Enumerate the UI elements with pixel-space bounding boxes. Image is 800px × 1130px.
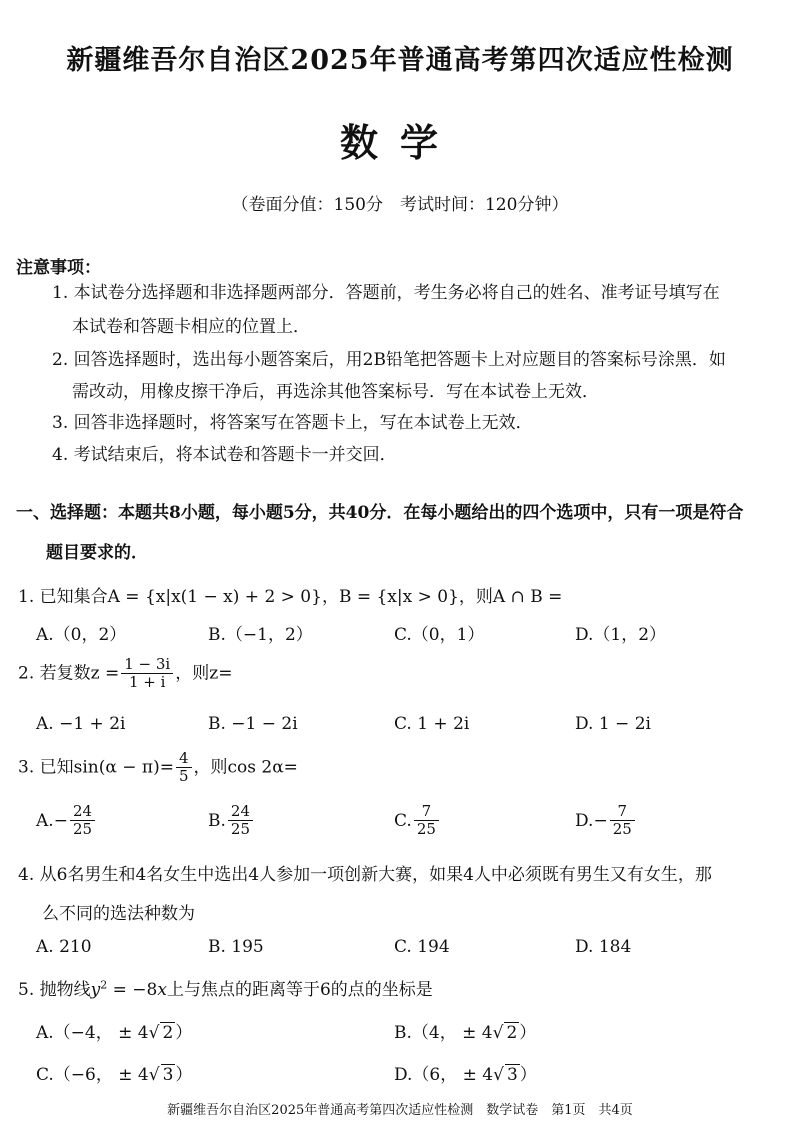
sqrt-symbol: √ xyxy=(493,1065,504,1085)
question-2-stem-pre: 2. 若复数z = xyxy=(18,663,120,684)
sqrt-symbol: √ xyxy=(148,1023,160,1043)
question-3-option-b: B. $\frac{24}{25}$ xyxy=(208,803,255,839)
question-5-option-a: A.（−4， ± 4√ 2 ） xyxy=(36,1023,193,1043)
question-3-option-c: C. $\frac{7}{25}$ xyxy=(394,803,441,839)
question-3-fraction xyxy=(176,750,192,786)
question-2-option-d: D. 1 − 2i xyxy=(575,714,651,734)
question-4-option-b: B. 195 xyxy=(208,937,264,957)
question-4-stem-line-2: 么不同的选法种数为 xyxy=(42,904,195,924)
question-3-stem xyxy=(18,750,298,786)
question-3-option-a-fraction: $\frac{24}{25}$ xyxy=(70,803,95,839)
question-1-option-c: C.（0，1） xyxy=(394,625,485,645)
question-3-stem-pre: 3. 已知sin(α − π)= xyxy=(18,757,174,778)
question-2-option-c: C. 1 + 2i xyxy=(394,714,470,734)
section-heading-line-2: 题目要求的． xyxy=(46,543,148,563)
notice-item-3: 3. 回答非选择题时，将答案写在答题卡上，写在本试卷上无效． xyxy=(52,413,533,433)
question-4-option-a: A. 210 xyxy=(36,937,92,957)
question-1-option-b: B.（−1，2） xyxy=(208,625,313,645)
notice-item-2-line-2: 需改动，用橡皮擦干净后，再选涂其他答案标号．写在本试卷上无效． xyxy=(72,382,599,402)
question-3-option-c-fraction: $\frac{7}{25}$ xyxy=(414,803,439,839)
question-2-option-a: A. −1 + 2i xyxy=(36,714,126,734)
question-3-option-a: A.− $\frac{24}{25}$ xyxy=(36,803,97,839)
question-4-option-d: D. 184 xyxy=(575,937,632,957)
question-5-stem: 5. 抛物线$y^2 = -8x$上与焦点的距离等于6的点的坐标是 xyxy=(18,978,433,1000)
question-3-option-b-fraction: $\frac{24}{25}$ xyxy=(228,803,253,839)
subject-title: 数学 xyxy=(339,120,460,165)
notice-heading: 注意事项： xyxy=(16,258,101,278)
question-3-option-d-fraction: $\frac{7}{25}$ xyxy=(610,803,635,839)
page-footer: 新疆维吾尔自治区2025年普通高考第四次适应性检测 数学试卷 第1页 共4页 xyxy=(167,1103,633,1118)
question-1-option-a: A.（0，2） xyxy=(36,625,127,645)
question-2-option-b: B. −1 − 2i xyxy=(208,714,298,734)
section-heading-line-1: 一、选择题：本题共8小题，每小题5分，共40分．在每小题给出的四个选项中，只有一项是符合 xyxy=(16,503,744,523)
question-1-option-d: D.（1，2） xyxy=(575,625,667,645)
notice-item-1-line-1: 1. 本试卷分选择题和非选择题两部分．答题前，考生务必将自己的姓名、准考证号填写在 xyxy=(52,283,720,303)
notice-item-4: 4. 考试结束后，将本试卷和答题卡一并交回． xyxy=(52,445,397,465)
question-1-stem: 1. 已知集合A = {x|x(1 − x) + 2 > 0}，B = {x|x > 0}，则A ∩ B = xyxy=(18,587,563,607)
question-2-stem xyxy=(18,656,232,692)
question-2-denominator: 1 + i xyxy=(129,673,166,692)
sqrt-symbol: √ xyxy=(492,1023,504,1043)
question-5-option-b: B.（4， ± 4√ 2 ） xyxy=(394,1023,537,1043)
question-3-denominator: 5 xyxy=(178,767,189,786)
question-4-option-c: C. 194 xyxy=(394,937,450,957)
question-3-numerator: 4 xyxy=(176,750,192,768)
question-3-option-d: D.− $\frac{7}{25}$ xyxy=(575,803,637,839)
question-5-option-d: D.（6， ± 4√ 3 ） xyxy=(394,1065,537,1085)
question-2-stem-post: ，则z= xyxy=(175,663,233,684)
question-2-numerator: 1 − 3i xyxy=(121,656,173,674)
sqrt-symbol: √ xyxy=(148,1065,160,1085)
notice-item-1-line-2: 本试卷和答题卡相应的位置上． xyxy=(72,317,310,337)
question-2-fraction xyxy=(121,656,173,692)
exam-info: （卷面分值：150分 考试时间：120分钟） xyxy=(231,195,569,215)
notice-item-2-line-1: 2. 回答选择题时，选出每小题答案后，用2B铅笔把答题卡上对应题目的答案标号涂黑．如 xyxy=(52,350,726,370)
question-3-stem-post: ，则cos 2α= xyxy=(193,757,298,778)
question-5-option-c: C.（−6， ± 4√ 3 ） xyxy=(36,1065,193,1085)
exam-title: 新疆维吾尔自治区2025年普通高考第四次适应性检测 xyxy=(66,45,734,76)
question-4-stem-line-1: 4. 从6名男生和4名女生中选出4人参加一项创新大赛，如果4人中必须既有男生又有女生，那 xyxy=(18,865,712,885)
